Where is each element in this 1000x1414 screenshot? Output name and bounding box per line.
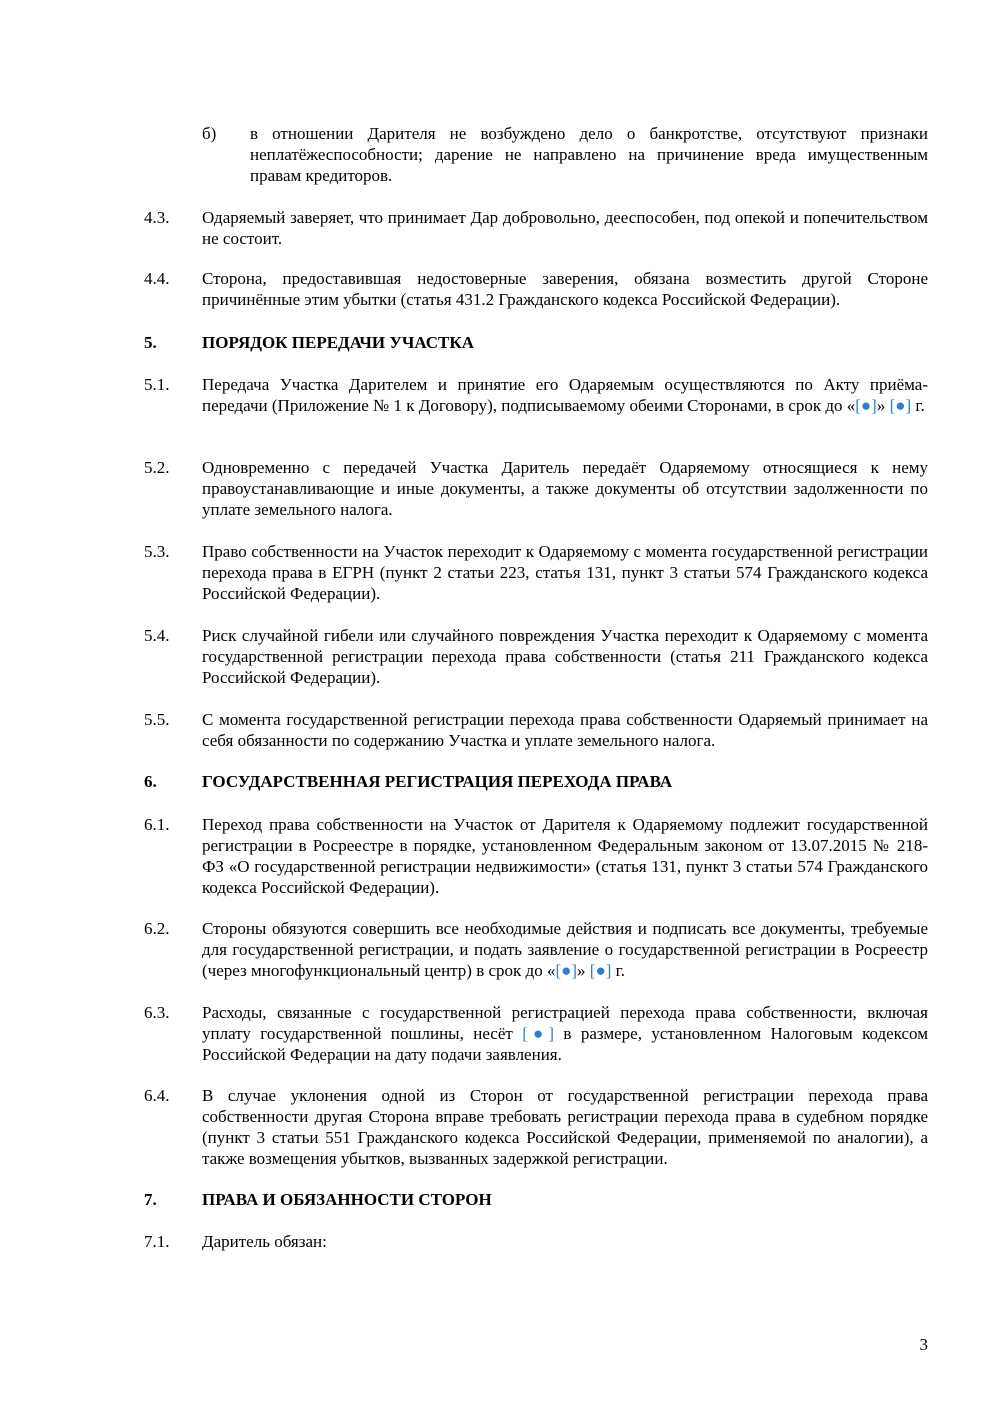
clause-text: Сторона, предоставившая недостоверные заверения, обязана возместить другой Стороне причинённые этим убытки (статья 431.2 Гражданского кодекса Российской Федерации). [202,269,928,309]
clause-5-5 [144,709,928,751]
clause-number: 5.3. [144,542,170,561]
placeholder-party: [●] [522,1024,555,1043]
clause-number: 5.4. [144,626,170,645]
section-number: 5. [144,333,157,352]
clause-text [202,918,928,981]
section-6-heading [144,771,928,792]
clause-text-part: » [876,396,890,415]
subitem-marker: б) [202,124,217,143]
section-title: ГОСУДАРСТВЕННАЯ РЕГИСТРАЦИЯ ПЕРЕХОДА ПРАВА [202,772,673,791]
clause-text [202,374,928,416]
clause-6-4 [144,1085,928,1169]
section-title: ПРАВА И ОБЯЗАННОСТИ СТОРОН [202,1190,492,1209]
clause-text: В случае уклонения одной из Сторон от государственной регистрации перехода права собственности другая Сторона вправе требовать регистрации перехода права в судебном порядке (пункт 3 статьи 551 Гражданского кодекса Российской Федерации, применяемой по аналогии), а также возмещения убытков, вызванных задержкой регистрации. [202,1086,928,1168]
clause-7-1 [144,1231,928,1252]
clause-5-1 [144,374,928,416]
clause-text: Даритель обязан: [202,1232,327,1251]
page-number: 3 [919,1335,928,1354]
clause-text: Одаряемый заверяет, что принимает Дар добровольно, дееспособен, под опекой и попечительством не состоит. [202,208,928,248]
clause-6-2 [144,918,928,981]
clause-text-part: » [577,961,590,980]
clause-number: 5.5. [144,710,170,729]
clause-text [202,1002,928,1065]
clause-number: 4.4. [144,269,170,288]
clause-4-3 [144,207,928,249]
clause-number: 4.3. [144,208,170,227]
section-number: 7. [144,1190,157,1209]
clause-text: Право собственности на Участок переходит к Одаряемому с момента государственной регистрации перехода права в ЕГРН (пункт 2 статьи 223, статья 131, пункт 3 статьи 574 Гражданского кодекса Российской Федерации). [202,542,928,603]
clause-number: 5.2. [144,458,170,477]
clause-number: 6.3. [144,1003,170,1022]
placeholder-day: [●] [555,961,578,980]
clause-text-part: Стороны обязуются совершить все необходимые действия и подписать все документы, требуемые для государственной регистрации, и подать заявление о государственной регистрации в Росреестр (через многофункциональный центр) в срок до « [202,919,928,980]
clause-text: Одновременно с передачей Участка Даритель передаёт Одаряемому относящиеся к нему правоустанавливающие и иные документы, а также документы об отсутствии задолженности по уплате земельного налога. [202,458,928,519]
clause-number: 6.2. [144,919,170,938]
clause-4-4 [144,268,928,310]
clause-5-3 [144,541,928,604]
clause-text: Переход права собственности на Участок от Дарителя к Одаряемому подлежит государственной регистрации в Росреестре в порядке, установленном Федеральным законом от 13.07.2015 № 218-ФЗ «О государственной регистрации недвижимости» (статья 131, пункт 3 статьи 574 Гражданского кодекса Российской Федерации). [202,815,928,897]
clause-6-1 [144,814,928,898]
clause-text-part: Передача Участка Дарителем и принятие его Одаряемым осуществляются по Акту приёма-передачи (Приложение № 1 к Договору), подписываемому обеими Сторонами, в срок до « [202,375,928,415]
section-5-heading [144,332,928,353]
placeholder-month-year: [●] [589,961,612,980]
placeholder-day: [●] [855,396,877,415]
clause-number: 6.4. [144,1086,170,1105]
clause-number: 7.1. [144,1232,170,1251]
subitem-text: в отношении Дарителя не возбуждено дело о банкротстве, отсутствуют признаки неплатёжеспособности; дарение не направлено на причинение вреда имущественным правам кредиторов. [250,124,928,185]
section-7-heading [144,1189,928,1210]
clause-text: С момента государственной регистрации перехода права собственности Одаряемый принимает на себя обязанности по содержанию Участка и уплате земельного налога. [202,710,928,750]
section-number: 6. [144,772,157,791]
clause-5-2 [144,457,928,520]
placeholder-month-year: [●] [889,396,912,415]
clause-6-3 [144,1002,928,1065]
subitem-b [202,123,928,186]
clause-text-part: г. [611,961,625,980]
section-title: ПОРЯДОК ПЕРЕДАЧИ УЧАСТКА [202,333,474,352]
clause-5-4 [144,625,928,688]
clause-text-part: г. [911,396,925,415]
clause-text-part: в размере, установленном Налоговым кодексом Российской Федерации на дату подачи заявления. [202,1024,928,1064]
clause-number: 5.1. [144,375,170,394]
clause-text: Риск случайной гибели или случайного повреждения Участка переходит к Одаряемому с момента государственной регистрации перехода права собственности (статья 211 Гражданского кодекса Российской Федерации). [202,626,928,687]
clause-text-part: Расходы, связанные с государственной регистрацией перехода права собственности, включая уплату государственной пошлины, несёт [202,1003,928,1043]
clause-number: 6.1. [144,815,170,834]
